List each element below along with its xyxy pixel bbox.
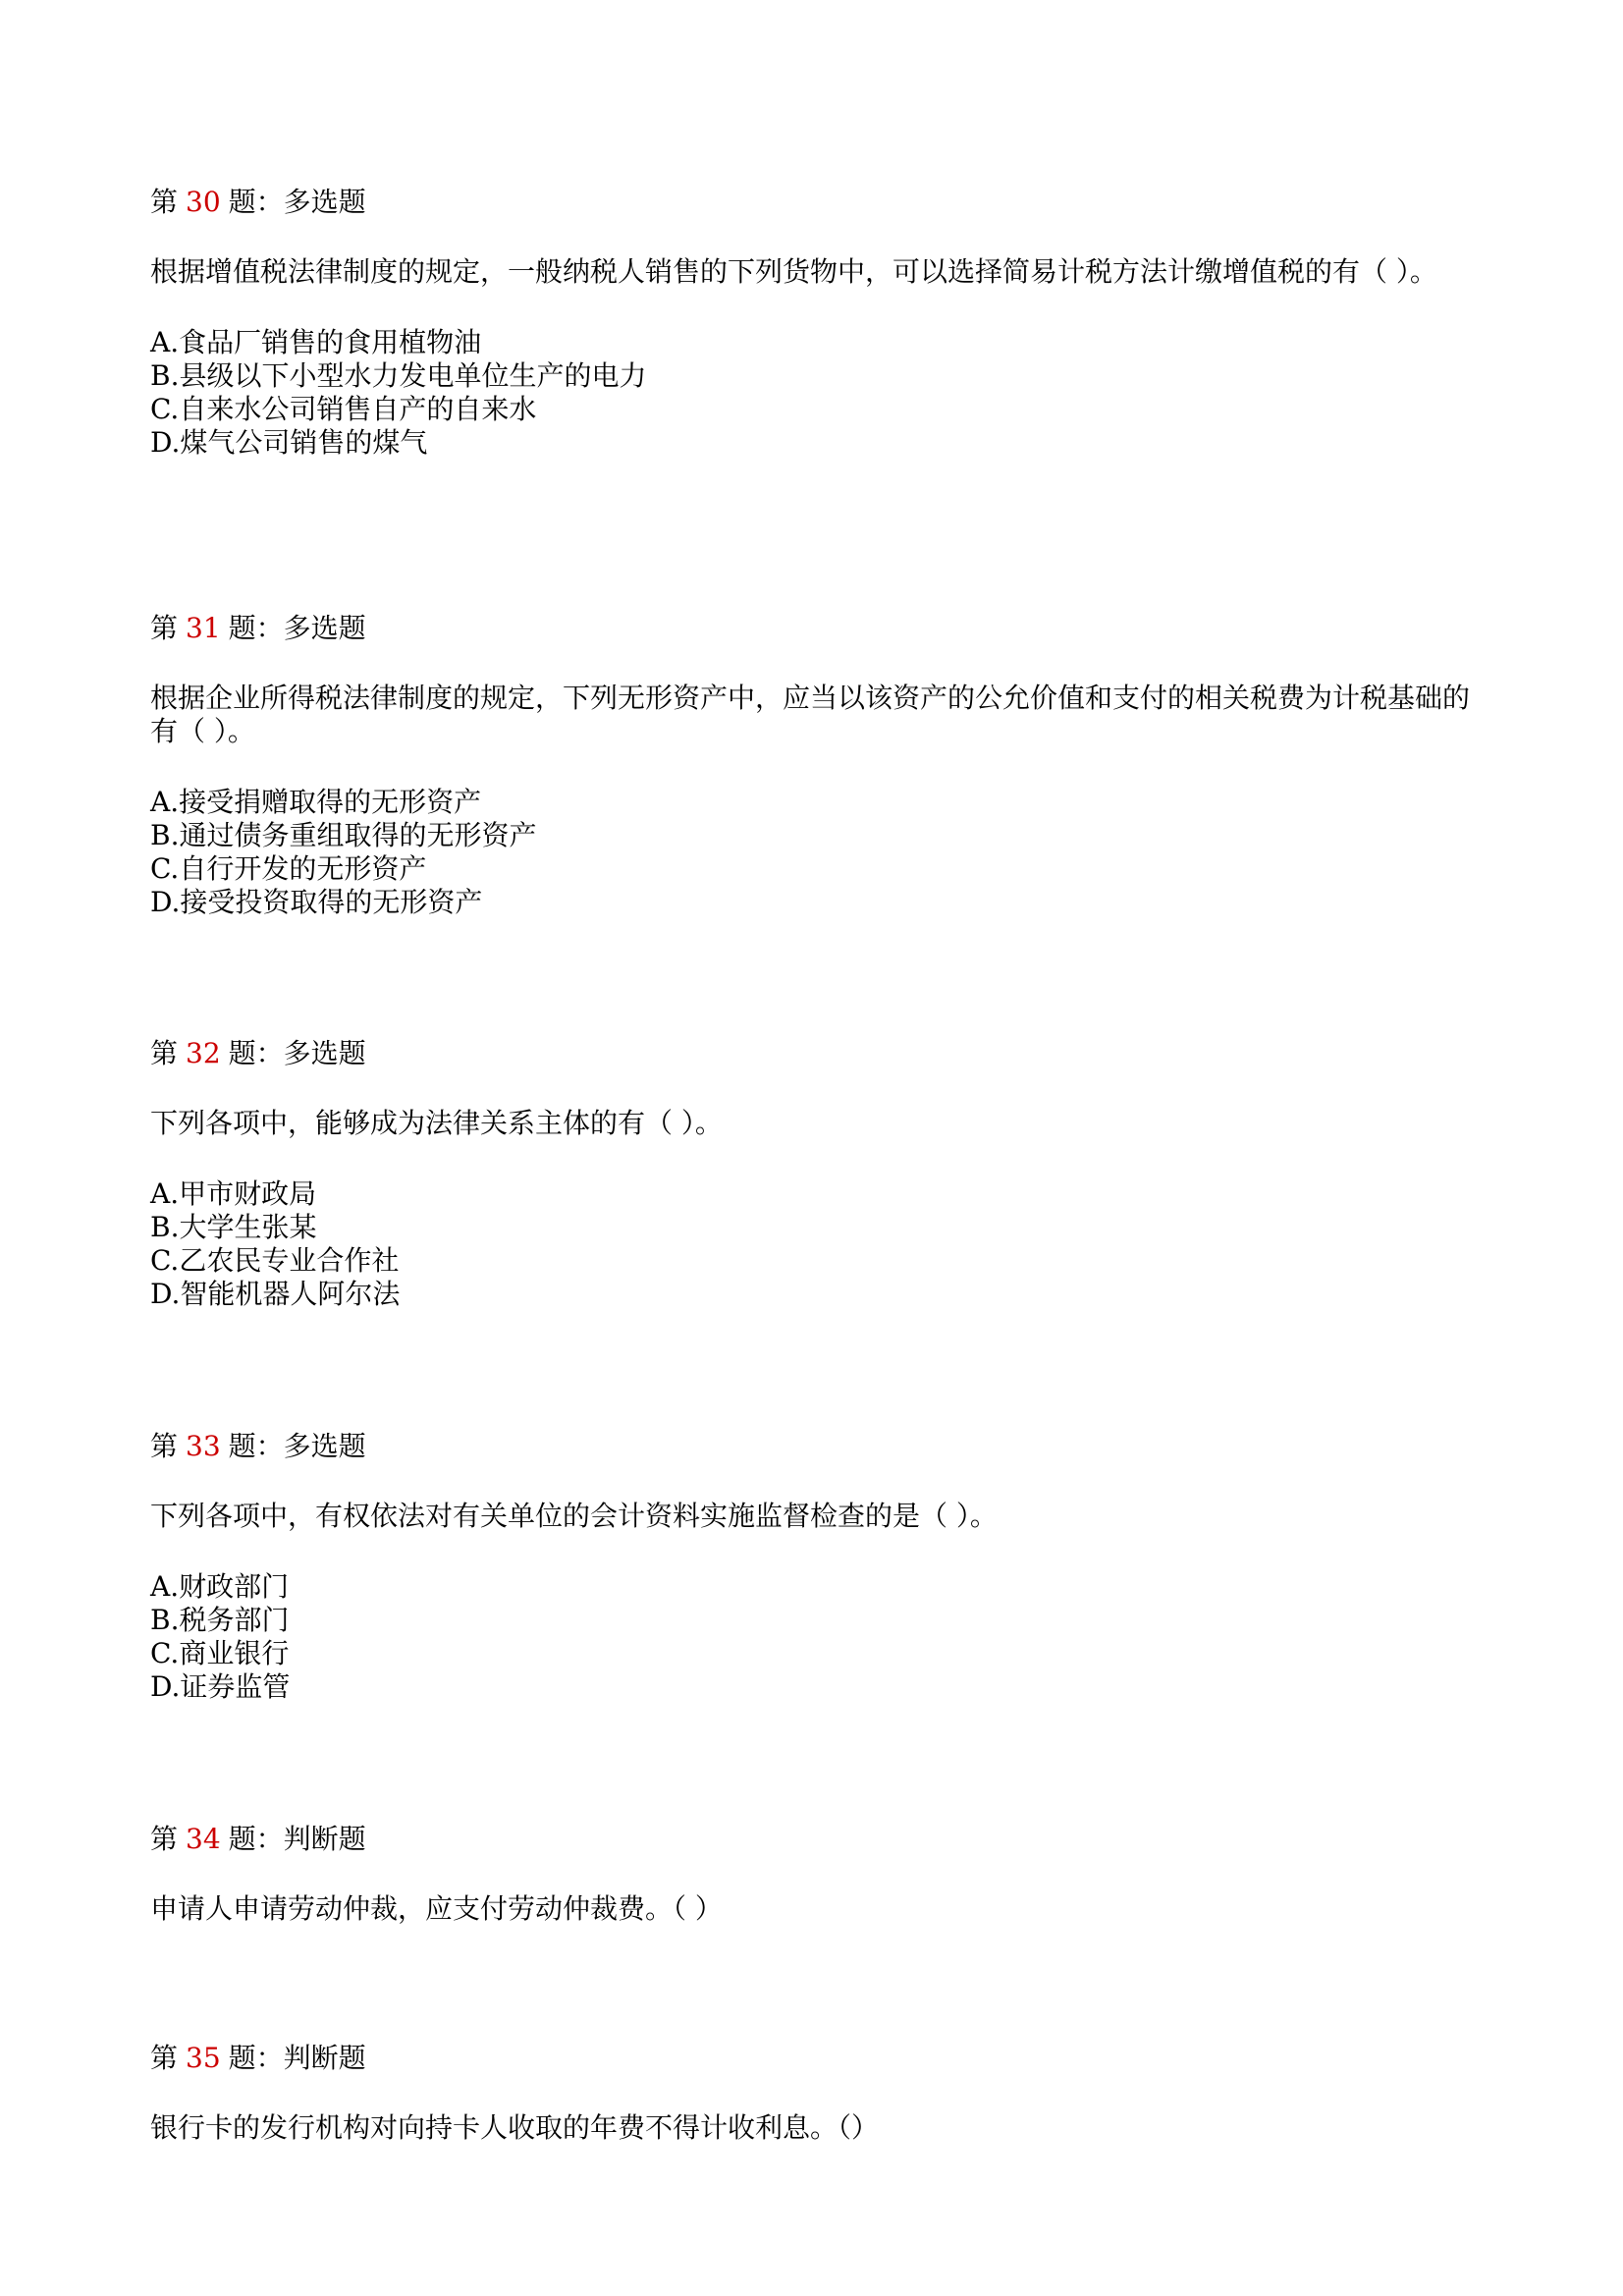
question-number: 30 [186, 186, 221, 218]
question-header [150, 1036, 1486, 1071]
option-c: C.自行开发的无形资产 [150, 852, 427, 885]
option-d: D.证券监管 [150, 1670, 291, 1703]
question-header [150, 185, 1486, 220]
question-stem: 银行卡的发行机构对向持卡人收取的年费不得计收利息。（） [150, 2111, 880, 2144]
question-stem: 下列各项中，有权依法对有关单位的会计资料实施监督检查的是（ ）。 [150, 1500, 998, 1532]
question-number: 34 [186, 1823, 221, 1855]
question-options [150, 1570, 1486, 1704]
question-number: 33 [186, 1430, 221, 1462]
question-30 [150, 185, 1486, 460]
question-header [150, 611, 1486, 646]
option-a: A.财政部门 [150, 1570, 290, 1603]
option-d: D.智能机器人阿尔法 [150, 1278, 401, 1310]
question-number: 32 [186, 1037, 221, 1069]
question-header [150, 1429, 1486, 1464]
question-type: 题：多选题 [228, 1430, 366, 1462]
question-32 [150, 1036, 1486, 1311]
question-prefix: 第 [150, 2042, 179, 2074]
option-a: A.甲市财政局 [150, 1177, 317, 1210]
option-c: C.自来水公司销售自产的自来水 [150, 393, 537, 425]
option-a: A.食品厂销售的食用植物油 [150, 326, 482, 358]
option-b: B.县级以下小型水力发电单位生产的电力 [150, 359, 647, 392]
option-d: D.接受投资取得的无形资产 [150, 886, 483, 918]
question-34 [150, 1822, 1486, 1926]
question-type: 题：多选题 [228, 186, 366, 218]
question-prefix: 第 [150, 1430, 179, 1462]
question-number: 35 [186, 2042, 221, 2074]
question-options [150, 326, 1486, 460]
question-type: 题：判断题 [228, 2042, 366, 2074]
question-stem: 根据企业所得税法律制度的规定，下列无形资产中，应当以该资产的公允价值和支付的相关税费为计税基础的有（ ）。 [150, 682, 1471, 747]
question-number: 31 [186, 612, 221, 644]
option-a: A.接受捐赠取得的无形资产 [150, 786, 482, 818]
option-d: D.煤气公司销售的煤气 [150, 426, 428, 459]
question-prefix: 第 [150, 1823, 179, 1855]
question-prefix: 第 [150, 186, 179, 218]
question-stem: 下列各项中，能够成为法律关系主体的有（ ）。 [150, 1107, 723, 1139]
option-b: B.税务部门 [150, 1604, 290, 1636]
question-type: 题：多选题 [228, 1037, 366, 1069]
question-header [150, 1822, 1486, 1857]
option-b: B.通过债务重组取得的无形资产 [150, 819, 537, 851]
question-33 [150, 1429, 1486, 1704]
question-stem: 申请人申请劳动仲裁，应支付劳动仲裁费。（ ） [150, 1892, 723, 1925]
question-options [150, 1177, 1486, 1311]
question-header [150, 2041, 1486, 2076]
question-35 [150, 2041, 1486, 2145]
option-c: C.商业银行 [150, 1637, 290, 1669]
question-prefix: 第 [150, 612, 179, 644]
question-type: 题：多选题 [228, 612, 366, 644]
question-stem: 根据增值税法律制度的规定，一般纳税人销售的下列货物中，可以选择简易计税方法计缴增值税的有（ ）。 [150, 255, 1437, 288]
question-type: 题：判断题 [228, 1823, 366, 1855]
question-31 [150, 611, 1486, 919]
option-b: B.大学生张某 [150, 1211, 317, 1243]
question-prefix: 第 [150, 1037, 179, 1069]
option-c: C.乙农民专业合作社 [150, 1244, 400, 1277]
question-options [150, 786, 1486, 919]
